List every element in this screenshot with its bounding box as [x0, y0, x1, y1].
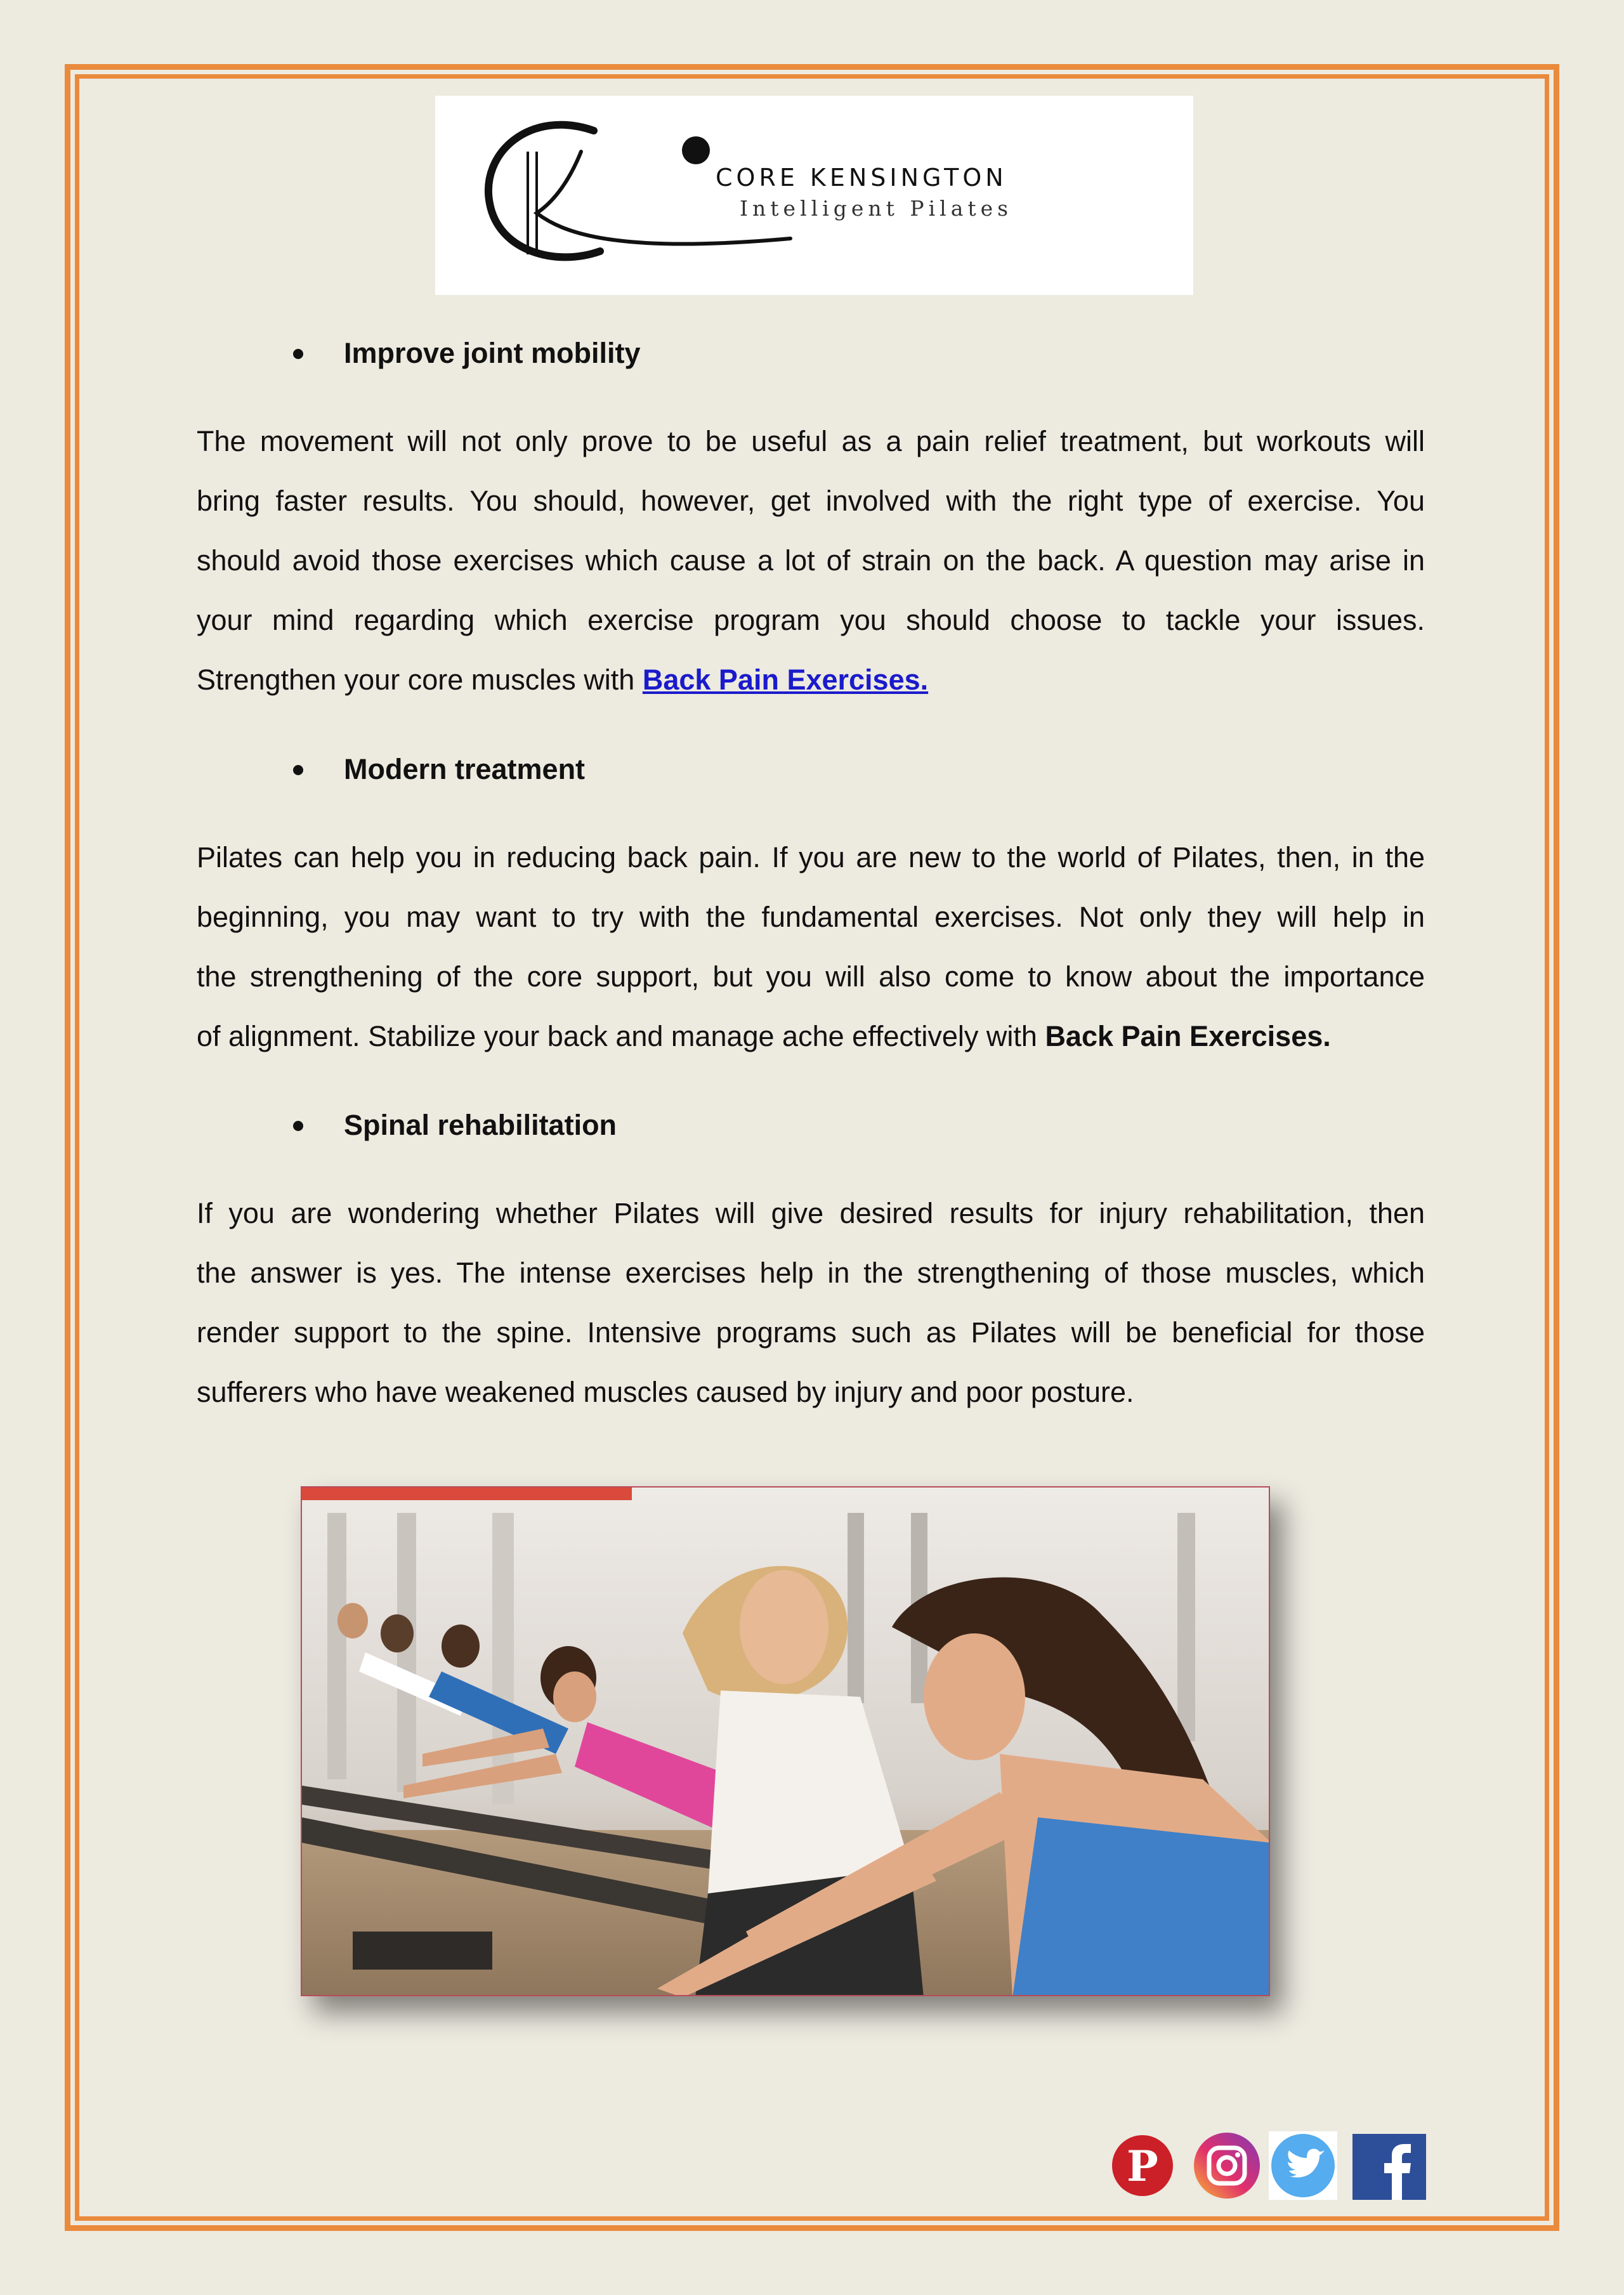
paragraph-line: render support to the spine. Intensive programs such as Pilates will be beneficial for those [197, 1316, 1425, 1349]
instagram-icon[interactable] [1193, 2131, 1261, 2200]
back-pain-exercises-bold: Back Pain Exercises. [1045, 1020, 1331, 1052]
paragraph-text: Strengthen your core muscles with [197, 664, 643, 696]
pilates-class-photo [301, 1486, 1270, 1996]
logo-tagline-text: Intelligent Pilates [740, 196, 1013, 221]
paragraph-line: sufferers who have weakened muscles caused by injury and poor posture. [197, 1376, 1134, 1408]
logo-brand-text: CORE KENSINGTON [716, 164, 1007, 192]
paragraph-text: of alignment. Stabilize your back and manage ache effectively with [197, 1020, 1045, 1052]
paragraph-spinal-rehabilitation [197, 1184, 1425, 1422]
section-heading: Improve joint mobility [344, 337, 641, 369]
bullet-dot [293, 349, 303, 359]
core-kensington-logo[interactable] [435, 96, 1193, 295]
paragraph-joint-mobility [197, 412, 1425, 710]
pilates-class-illustration [302, 1488, 1270, 1996]
back-pain-exercises-link[interactable]: Back Pain Exercises. [642, 664, 929, 696]
paragraph-line: bring faster results. You should, however, get involved with the right type of exercise. You [197, 485, 1425, 517]
paragraph-line: the strengthening of the core support, but you will also come to know about the importance [197, 960, 1425, 993]
paragraph-last-line [197, 650, 1425, 710]
paragraph-line: your mind regarding which exercise program you should choose to tackle your issues. [197, 604, 1425, 636]
pinterest-icon[interactable] [1108, 2131, 1177, 2200]
paragraph-line: Pilates can help you in reducing back pain. If you are new to the world of Pilates, then, in the [197, 841, 1425, 873]
logo-mark-icon [435, 96, 1193, 295]
paragraph-line: beginning, you may want to try with the fundamental exercises. Not only they will help in [197, 901, 1425, 933]
paragraph-line: the answer is yes. The intense exercises help in the strengthening of those muscles, which [197, 1257, 1425, 1289]
paragraph-line: should avoid those exercises which cause a lot of strain on the back. A question may arise in [197, 544, 1425, 577]
bullet-dot [293, 765, 303, 775]
paragraph-modern-treatment [197, 828, 1425, 1066]
facebook-icon[interactable] [1352, 2134, 1426, 2200]
paragraph-last-line [197, 1007, 1425, 1066]
svg-text:P: P [1127, 2141, 1158, 2191]
twitter-icon[interactable] [1269, 2131, 1337, 2200]
paragraph-line: If you are wondering whether Pilates will give desired results for injury rehabilitation, then [197, 1197, 1425, 1229]
section-heading: Spinal rehabilitation [344, 1109, 617, 1141]
section-heading: Modern treatment [344, 753, 586, 785]
paragraph-line: The movement will not only prove to be useful as a pain relief treatment, but workouts will [197, 425, 1425, 457]
bullet-dot [293, 1121, 303, 1131]
